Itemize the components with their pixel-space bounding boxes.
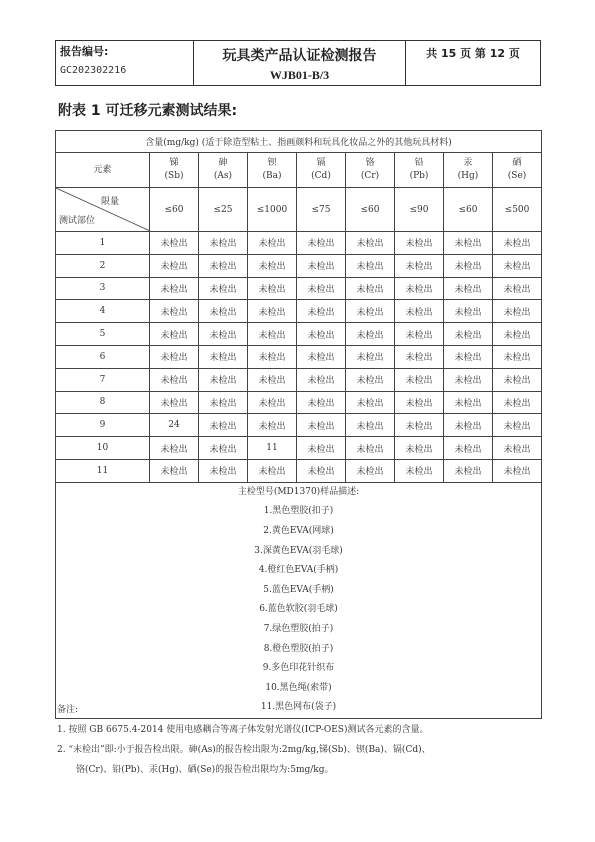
- limit-header: 限量: [100, 197, 119, 207]
- element-symbol: (Pb): [409, 171, 429, 181]
- result-cell: 未检出: [199, 277, 248, 300]
- sample-item: 4.橙红色EVA(手柄): [258, 565, 339, 576]
- notes: [57, 700, 543, 780]
- result-cell: 未检出: [297, 323, 346, 346]
- samples-description: [56, 482, 542, 718]
- element-header-cell: [248, 153, 297, 188]
- report-title: 玩具类产品认证检测报告: [222, 48, 377, 64]
- test-location: 2: [56, 254, 150, 277]
- result-cell: 未检出: [199, 391, 248, 414]
- sample-item: 8.橙色塑胶(拍子): [263, 643, 334, 654]
- report-number-cell: [56, 41, 194, 85]
- limit-location-header: [56, 188, 150, 232]
- report-title-cell: [194, 41, 406, 85]
- table-row: [56, 345, 542, 368]
- table-row: [56, 391, 542, 414]
- result-cell: 未检出: [199, 345, 248, 368]
- element-name: 硒: [512, 158, 522, 168]
- note-item: 1. 按照 GB 6675.4-2014 使用电感耦合等离子体发射光谱仪(ICP-OES)测试各元素的含量。: [57, 725, 429, 735]
- result-cell: 未检出: [150, 368, 199, 391]
- element-header-cell: [199, 153, 248, 188]
- limit-value: ≤60: [444, 188, 493, 232]
- sample-item: 6.蓝色软胶(羽毛球): [259, 604, 338, 615]
- element-symbol: (Sb): [164, 171, 184, 181]
- result-cell: 未检出: [199, 368, 248, 391]
- result-cell: 未检出: [248, 232, 297, 255]
- test-location: 1: [56, 232, 150, 255]
- element-header-row: [56, 153, 542, 188]
- result-cell: 未检出: [297, 414, 346, 437]
- result-cell: 未检出: [395, 391, 444, 414]
- test-location: 7: [56, 368, 150, 391]
- sample-item: 3.深黄色EVA(羽毛球): [254, 545, 343, 556]
- result-cell: 24: [150, 414, 199, 437]
- result-cell: 未检出: [493, 414, 542, 437]
- report-header: [55, 40, 541, 86]
- result-cell: 未检出: [444, 345, 493, 368]
- result-cell: 未检出: [346, 232, 395, 255]
- result-cell: 未检出: [199, 437, 248, 460]
- result-cell: 未检出: [493, 254, 542, 277]
- test-location: 9: [56, 414, 150, 437]
- limit-value: ≤1000: [248, 188, 297, 232]
- report-number: GC202302216: [60, 65, 127, 76]
- result-cell: 未检出: [395, 254, 444, 277]
- result-cell: 未检出: [297, 232, 346, 255]
- result-cell: 未检出: [248, 277, 297, 300]
- result-cell: 未检出: [150, 437, 199, 460]
- result-cell: 未检出: [199, 254, 248, 277]
- result-cell: 未检出: [395, 232, 444, 255]
- result-cell: 未检出: [395, 345, 444, 368]
- result-cell: 未检出: [444, 414, 493, 437]
- result-cell: 未检出: [395, 277, 444, 300]
- element-header-cell: [395, 153, 444, 188]
- result-cell: 未检出: [395, 300, 444, 323]
- result-cell: 未检出: [199, 414, 248, 437]
- result-cell: 未检出: [150, 277, 199, 300]
- table-row: [56, 368, 542, 391]
- result-cell: 未检出: [346, 300, 395, 323]
- result-cell: 未检出: [248, 459, 297, 482]
- element-symbol: (Cr): [360, 171, 380, 181]
- result-cell: 未检出: [199, 232, 248, 255]
- result-cell: 未检出: [248, 368, 297, 391]
- sample-item: 10.黑色绳(索带): [265, 682, 332, 693]
- result-cell: 未检出: [346, 323, 395, 346]
- test-location: 5: [56, 323, 150, 346]
- result-cell: 未检出: [395, 459, 444, 482]
- result-cell: 未检出: [297, 437, 346, 460]
- limit-header-row: [56, 188, 542, 232]
- test-location: 4: [56, 300, 150, 323]
- result-cell: 未检出: [150, 254, 199, 277]
- report-number-label: 报告编号:: [60, 45, 109, 58]
- limit-value: ≤500: [493, 188, 542, 232]
- samples-heading: 主检型号(MD1370)样品描述:: [237, 486, 360, 497]
- result-cell: 未检出: [493, 459, 542, 482]
- notes-label: 备注:: [57, 705, 79, 715]
- result-cell: 未检出: [297, 368, 346, 391]
- element-header-cell: [297, 153, 346, 188]
- result-cell: 未检出: [346, 254, 395, 277]
- element-name: 铅: [414, 158, 424, 168]
- limit-value: ≤60: [346, 188, 395, 232]
- results-body: [56, 232, 542, 483]
- result-cell: 未检出: [346, 437, 395, 460]
- result-cell: 未检出: [444, 323, 493, 346]
- results-table: [55, 130, 542, 719]
- table-row: [56, 277, 542, 300]
- result-cell: 未检出: [150, 459, 199, 482]
- element-header: 元素: [56, 153, 150, 188]
- result-cell: 未检出: [346, 277, 395, 300]
- result-cell: 未检出: [444, 391, 493, 414]
- result-cell: 未检出: [444, 368, 493, 391]
- result-cell: 未检出: [493, 368, 542, 391]
- sample-item: 9.多色印花针织布: [262, 663, 335, 674]
- result-cell: 未检出: [346, 368, 395, 391]
- element-symbol: (Cd): [311, 171, 331, 181]
- element-name: 钡: [267, 158, 277, 168]
- result-cell: 未检出: [395, 414, 444, 437]
- page-info: 共 15 页 第 12 页: [426, 47, 520, 60]
- note-item: 铬(Cr)、铅(Pb)、汞(Hg)、硒(Se)的报告检出限均为:5mg/kg。: [76, 765, 334, 775]
- table-row: [56, 232, 542, 255]
- element-symbol: (Se): [507, 171, 527, 181]
- table-row: [56, 300, 542, 323]
- result-cell: 未检出: [248, 300, 297, 323]
- location-header: 测试部位: [59, 216, 96, 226]
- sample-item: 7.绿色塑胶(拍子): [263, 623, 334, 634]
- result-cell: 未检出: [444, 300, 493, 323]
- table-row: [56, 323, 542, 346]
- result-cell: 未检出: [297, 254, 346, 277]
- result-cell: 未检出: [297, 300, 346, 323]
- result-cell: 未检出: [346, 459, 395, 482]
- table-row: [56, 254, 542, 277]
- result-cell: 未检出: [346, 414, 395, 437]
- test-location: 10: [56, 437, 150, 460]
- element-header-cell: [346, 153, 395, 188]
- result-cell: 11: [248, 437, 297, 460]
- table-row: [56, 459, 542, 482]
- table-row: [56, 414, 542, 437]
- limit-value: ≤25: [199, 188, 248, 232]
- element-name: 锑: [169, 158, 179, 168]
- result-cell: 未检出: [297, 391, 346, 414]
- test-location: 6: [56, 345, 150, 368]
- content-label: 含量(mg/kg) (适于除造型粘土、指画颜料和玩具化妆品之外的其他玩具材料): [56, 131, 542, 153]
- result-cell: 未检出: [444, 437, 493, 460]
- element-name: 汞: [463, 158, 473, 168]
- result-cell: 未检出: [199, 459, 248, 482]
- test-location: 3: [56, 277, 150, 300]
- note-item: 2. “未检出”即:小于报告检出限。砷(As)的报告检出限为:2mg/kg,锑(Sb)、钡(Ba)、镉(Cd)、: [57, 745, 431, 755]
- result-cell: 未检出: [395, 437, 444, 460]
- result-cell: 未检出: [150, 345, 199, 368]
- table-row: [56, 437, 542, 460]
- result-cell: 未检出: [493, 345, 542, 368]
- result-cell: 未检出: [493, 300, 542, 323]
- limit-value: ≤60: [150, 188, 199, 232]
- result-cell: 未检出: [248, 391, 297, 414]
- element-header-cell: [493, 153, 542, 188]
- result-cell: 未检出: [395, 368, 444, 391]
- element-symbol: (As): [213, 171, 233, 181]
- limit-value: ≤75: [297, 188, 346, 232]
- element-name: 镉: [316, 158, 326, 168]
- result-cell: 未检出: [150, 323, 199, 346]
- result-cell: 未检出: [199, 300, 248, 323]
- result-cell: 未检出: [248, 414, 297, 437]
- result-cell: 未检出: [248, 323, 297, 346]
- sample-item: 2.黄色EVA(网球): [263, 525, 334, 536]
- test-location: 11: [56, 459, 150, 482]
- result-cell: 未检出: [444, 459, 493, 482]
- element-symbol: (Ba): [262, 171, 282, 181]
- result-cell: 未检出: [297, 459, 346, 482]
- element-symbol: (Hg): [457, 171, 479, 181]
- result-cell: 未检出: [297, 345, 346, 368]
- result-cell: 未检出: [248, 254, 297, 277]
- samples-row: [56, 482, 542, 718]
- element-name: 砷: [218, 158, 228, 168]
- sample-item: 1.黑色塑胶(扣子): [263, 506, 334, 517]
- test-location: 8: [56, 391, 150, 414]
- result-cell: 未检出: [199, 323, 248, 346]
- result-cell: 未检出: [395, 323, 444, 346]
- limit-value: ≤90: [395, 188, 444, 232]
- content-header-row: [56, 131, 542, 153]
- element-header-cell: [150, 153, 199, 188]
- result-cell: 未检出: [493, 391, 542, 414]
- result-cell: 未检出: [150, 391, 199, 414]
- result-cell: 未检出: [493, 277, 542, 300]
- result-cell: 未检出: [346, 345, 395, 368]
- form-code: WJB01-B/3: [269, 68, 330, 82]
- result-cell: 未检出: [444, 232, 493, 255]
- result-cell: 未检出: [493, 232, 542, 255]
- annex-title: 附表 1 可迁移元素测试结果:: [58, 103, 238, 119]
- result-cell: 未检出: [248, 345, 297, 368]
- element-name: 铬: [365, 158, 375, 168]
- page-info-cell: [406, 41, 540, 85]
- element-header-cell: [444, 153, 493, 188]
- result-cell: 未检出: [150, 232, 199, 255]
- sample-item: 11.黑色网布(袋子): [260, 702, 337, 713]
- result-cell: 未检出: [444, 277, 493, 300]
- result-cell: 未检出: [444, 254, 493, 277]
- result-cell: 未检出: [493, 437, 542, 460]
- result-cell: 未检出: [346, 391, 395, 414]
- result-cell: 未检出: [150, 300, 199, 323]
- result-cell: 未检出: [493, 323, 542, 346]
- result-cell: 未检出: [297, 277, 346, 300]
- sample-item: 5.蓝色EVA(手柄): [263, 584, 334, 595]
